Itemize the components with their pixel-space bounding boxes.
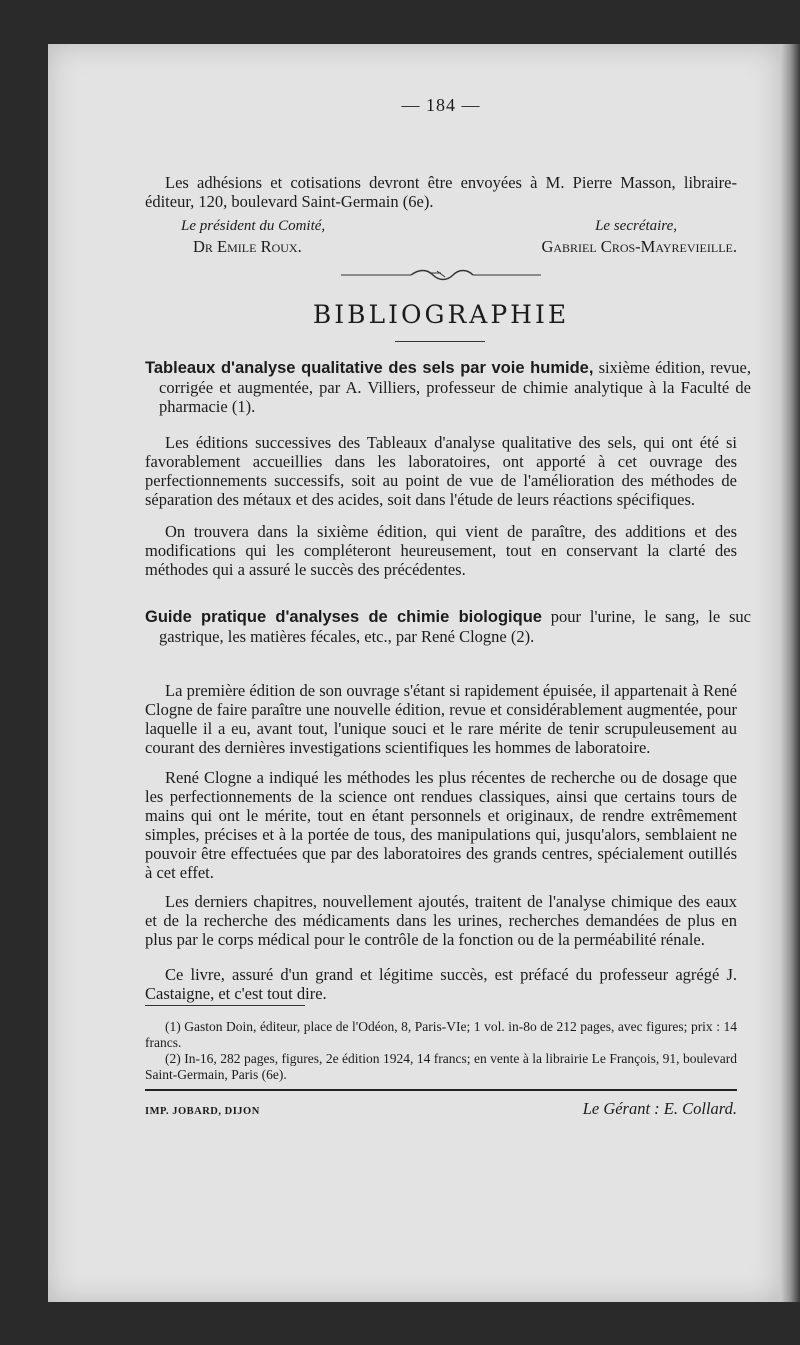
entry2-title: Guide pratique d'analyses de chimie biologique <box>145 608 542 626</box>
intro-paragraph: Les adhésions et cotisations devront être envoyées à M. Pierre Masson, libraire-éditeur, 120, boulevard Saint-Germain (6e). <box>145 173 737 211</box>
gerant-line: Le Gérant : E. Collard. <box>582 1099 737 1118</box>
bottom-rule <box>145 1089 737 1091</box>
entry2-heading <box>145 607 751 646</box>
secretary-role: Le secrétaire, <box>595 218 677 234</box>
secretary-name: Gabriel Cros-Mayrevieille. <box>541 237 737 256</box>
entry1-details: sixième édition, revue, corrigée et augmentée, par A. Villiers, professeur de chimie analytique à la Faculté de pharmacie (1). <box>159 358 751 416</box>
president-name: Dr Emile Roux. <box>193 237 302 256</box>
page-number: — 184 — <box>401 95 481 115</box>
imprint-row <box>145 1099 737 1119</box>
entry2-paragraph-1: La première édition de son ouvrage s'étant si rapidement épuisée, il appartenait à René Clogne de faire paraître une nouvelle édition, revue et considérablement augmentée, pour laquelle il a eu, avant tout, l'unique souci et le rare mérite de tenir scrupuleusement au courant des dernières investigations scientifiques les hommes de laboratoire. <box>145 681 737 757</box>
heading-underline <box>395 341 485 342</box>
printer-imprint: IMP. JOBARD, DIJON <box>145 1106 260 1117</box>
entry1-heading <box>145 358 751 416</box>
entry1-title: Tableaux d'analyse qualitative des sels par voie humide, <box>145 359 594 377</box>
entry1-paragraph-1: Les éditions successives des Tableaux d'analyse qualitative des sels, qui ont été si favorablement accueillies dans les laboratoires, ont apporté à cet ouvrage des perfectionnements successifs, soit au point de vue de l'amélioration des méthodes de séparation des métaux et des acides, soit dans l'étude de leurs réactions spécifiques. <box>145 433 737 509</box>
footnote-separator <box>145 1005 305 1006</box>
footnote-1: (1) Gaston Doin, éditeur, place de l'Odéon, 8, Paris-VIe; 1 vol. in-8o de 212 pages, avec figures; prix : 14 francs. <box>145 1019 737 1050</box>
page-edge <box>780 44 800 1302</box>
entry2-paragraph-3: Les derniers chapitres, nouvellement ajoutés, traitent de l'analyse chimique des eaux et de la recherche des médicaments dans les urines, recherches demandées de plus en plus par le corps médical pour le contrôle de la fonction ou de la perméabilité rénale. <box>145 892 737 949</box>
entry1-paragraph-2: On trouvera dans la sixième édition, qui vient de paraître, des additions et des modifications qui les compléteront heureusement, tout en conservant la clarté des méthodes qui a assuré le succès des précédentes. <box>145 522 737 579</box>
president-role: Le président du Comité, <box>181 218 326 234</box>
signature-block <box>145 218 737 257</box>
entry2-paragraph-2: René Clogne a indiqué les méthodes les plus récentes de recherche ou de dosage que les perfectionnements de la science ont rendues classiques, ainsi que certains tours de mains qui ont le mérite, tout en étant personnels et originaux, de rendre extrêmement simples, précises et à la portée de tous, des manipulations qui, jusqu'alors, semblaient ne pouvoir être effectuées que par des laboratoires des grands centres, spécialement outillés à cet effet. <box>145 768 737 882</box>
page-content <box>145 95 751 1118</box>
footnote-2: (2) In-16, 282 pages, figures, 2e édition 1924, 14 francs; en vente à la librairie Le François, 91, boulevard Saint-Germain, Paris (6e). <box>145 1051 737 1082</box>
entry2-paragraph-4: Ce livre, assuré d'un grand et légitime succès, est préfacé du professeur agrégé J. Castaigne, et c'est tout dire. <box>145 965 737 1003</box>
entry2-details: pour l'urine, le sang, le suc gastrique, les matières fécales, etc., par René Clogne (2). <box>159 607 751 646</box>
ornament-divider <box>341 267 541 281</box>
section-heading: BIBLIOGRAPHIE <box>312 300 570 329</box>
